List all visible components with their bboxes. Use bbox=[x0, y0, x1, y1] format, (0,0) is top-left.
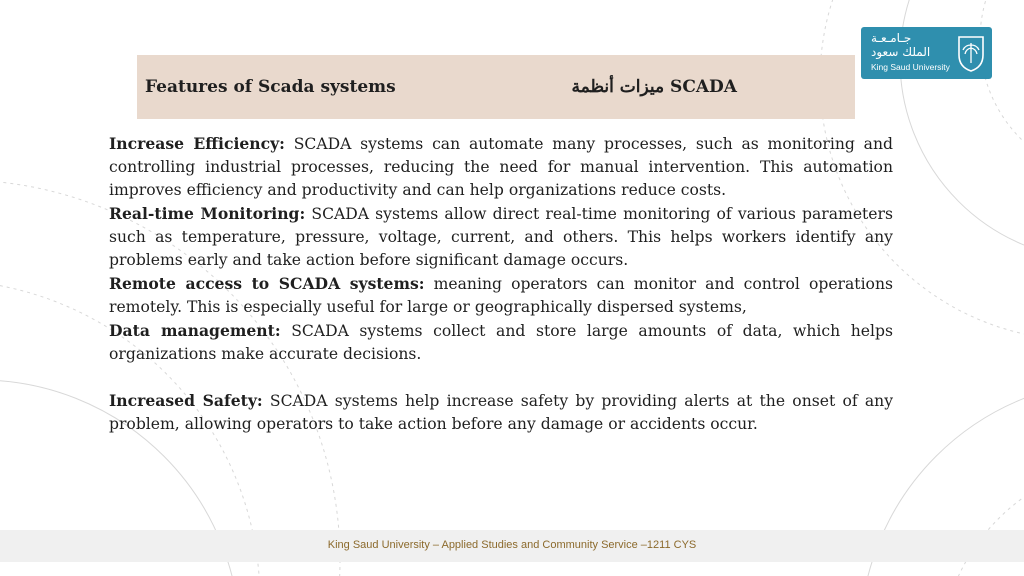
paragraph-spacer bbox=[109, 366, 893, 389]
feature-text: SCADA systems help increase safety by providing alerts at the onset of any problem, allowing operators to take action before any damage or accidents occur. bbox=[109, 392, 894, 433]
feature-paragraph bbox=[109, 272, 893, 319]
feature-text: meaning operators can monitor and control operations remotely. This is especially useful for large or geographically dispersed systems, bbox=[109, 275, 893, 316]
logo-arabic-line2: الملك سعود bbox=[871, 45, 931, 59]
slide-title-arabic: ميزات أنظمة SCADA bbox=[571, 77, 737, 97]
slide-title-english: Features of Scada systems bbox=[145, 77, 396, 97]
title-bar bbox=[137, 55, 855, 119]
feature-paragraph bbox=[109, 389, 893, 436]
features-content bbox=[109, 132, 893, 436]
feature-term: Increased Safety: bbox=[109, 391, 263, 410]
feature-term: Increase Efficiency: bbox=[109, 134, 285, 153]
feature-text: SCADA systems allow direct real-time monitoring of various parameters such as temperature, pressure, voltage, current, and others. This helps workers identify any problems early and take action before significant damage occurs. bbox=[109, 205, 893, 269]
feature-paragraph bbox=[109, 132, 893, 202]
feature-term: Real-time Monitoring: bbox=[109, 204, 306, 223]
logo-arabic-line1: جـامـعـة bbox=[871, 31, 912, 45]
logo-english-text: King Saud University bbox=[871, 62, 950, 72]
university-logo bbox=[861, 27, 992, 79]
feature-term: Remote access to SCADA systems: bbox=[109, 274, 425, 293]
footer-text: King Saud University – Applied Studies and Community Service –1211 CYS bbox=[327, 539, 697, 551]
feature-paragraph bbox=[109, 319, 893, 366]
palm-emblem-icon bbox=[956, 33, 986, 73]
feature-term: Data management: bbox=[109, 321, 281, 340]
feature-text: SCADA systems can automate many processes, such as monitoring and controlling industrial processes, reducing the need for manual intervention. This automation improves efficiency and productivity and can help organizations reduce costs. bbox=[109, 135, 893, 199]
footer-bar bbox=[0, 530, 1024, 562]
feature-paragraph bbox=[109, 202, 893, 272]
feature-text: SCADA systems collect and store large amounts of data, which helps organizations make accurate decisions. bbox=[109, 322, 893, 363]
